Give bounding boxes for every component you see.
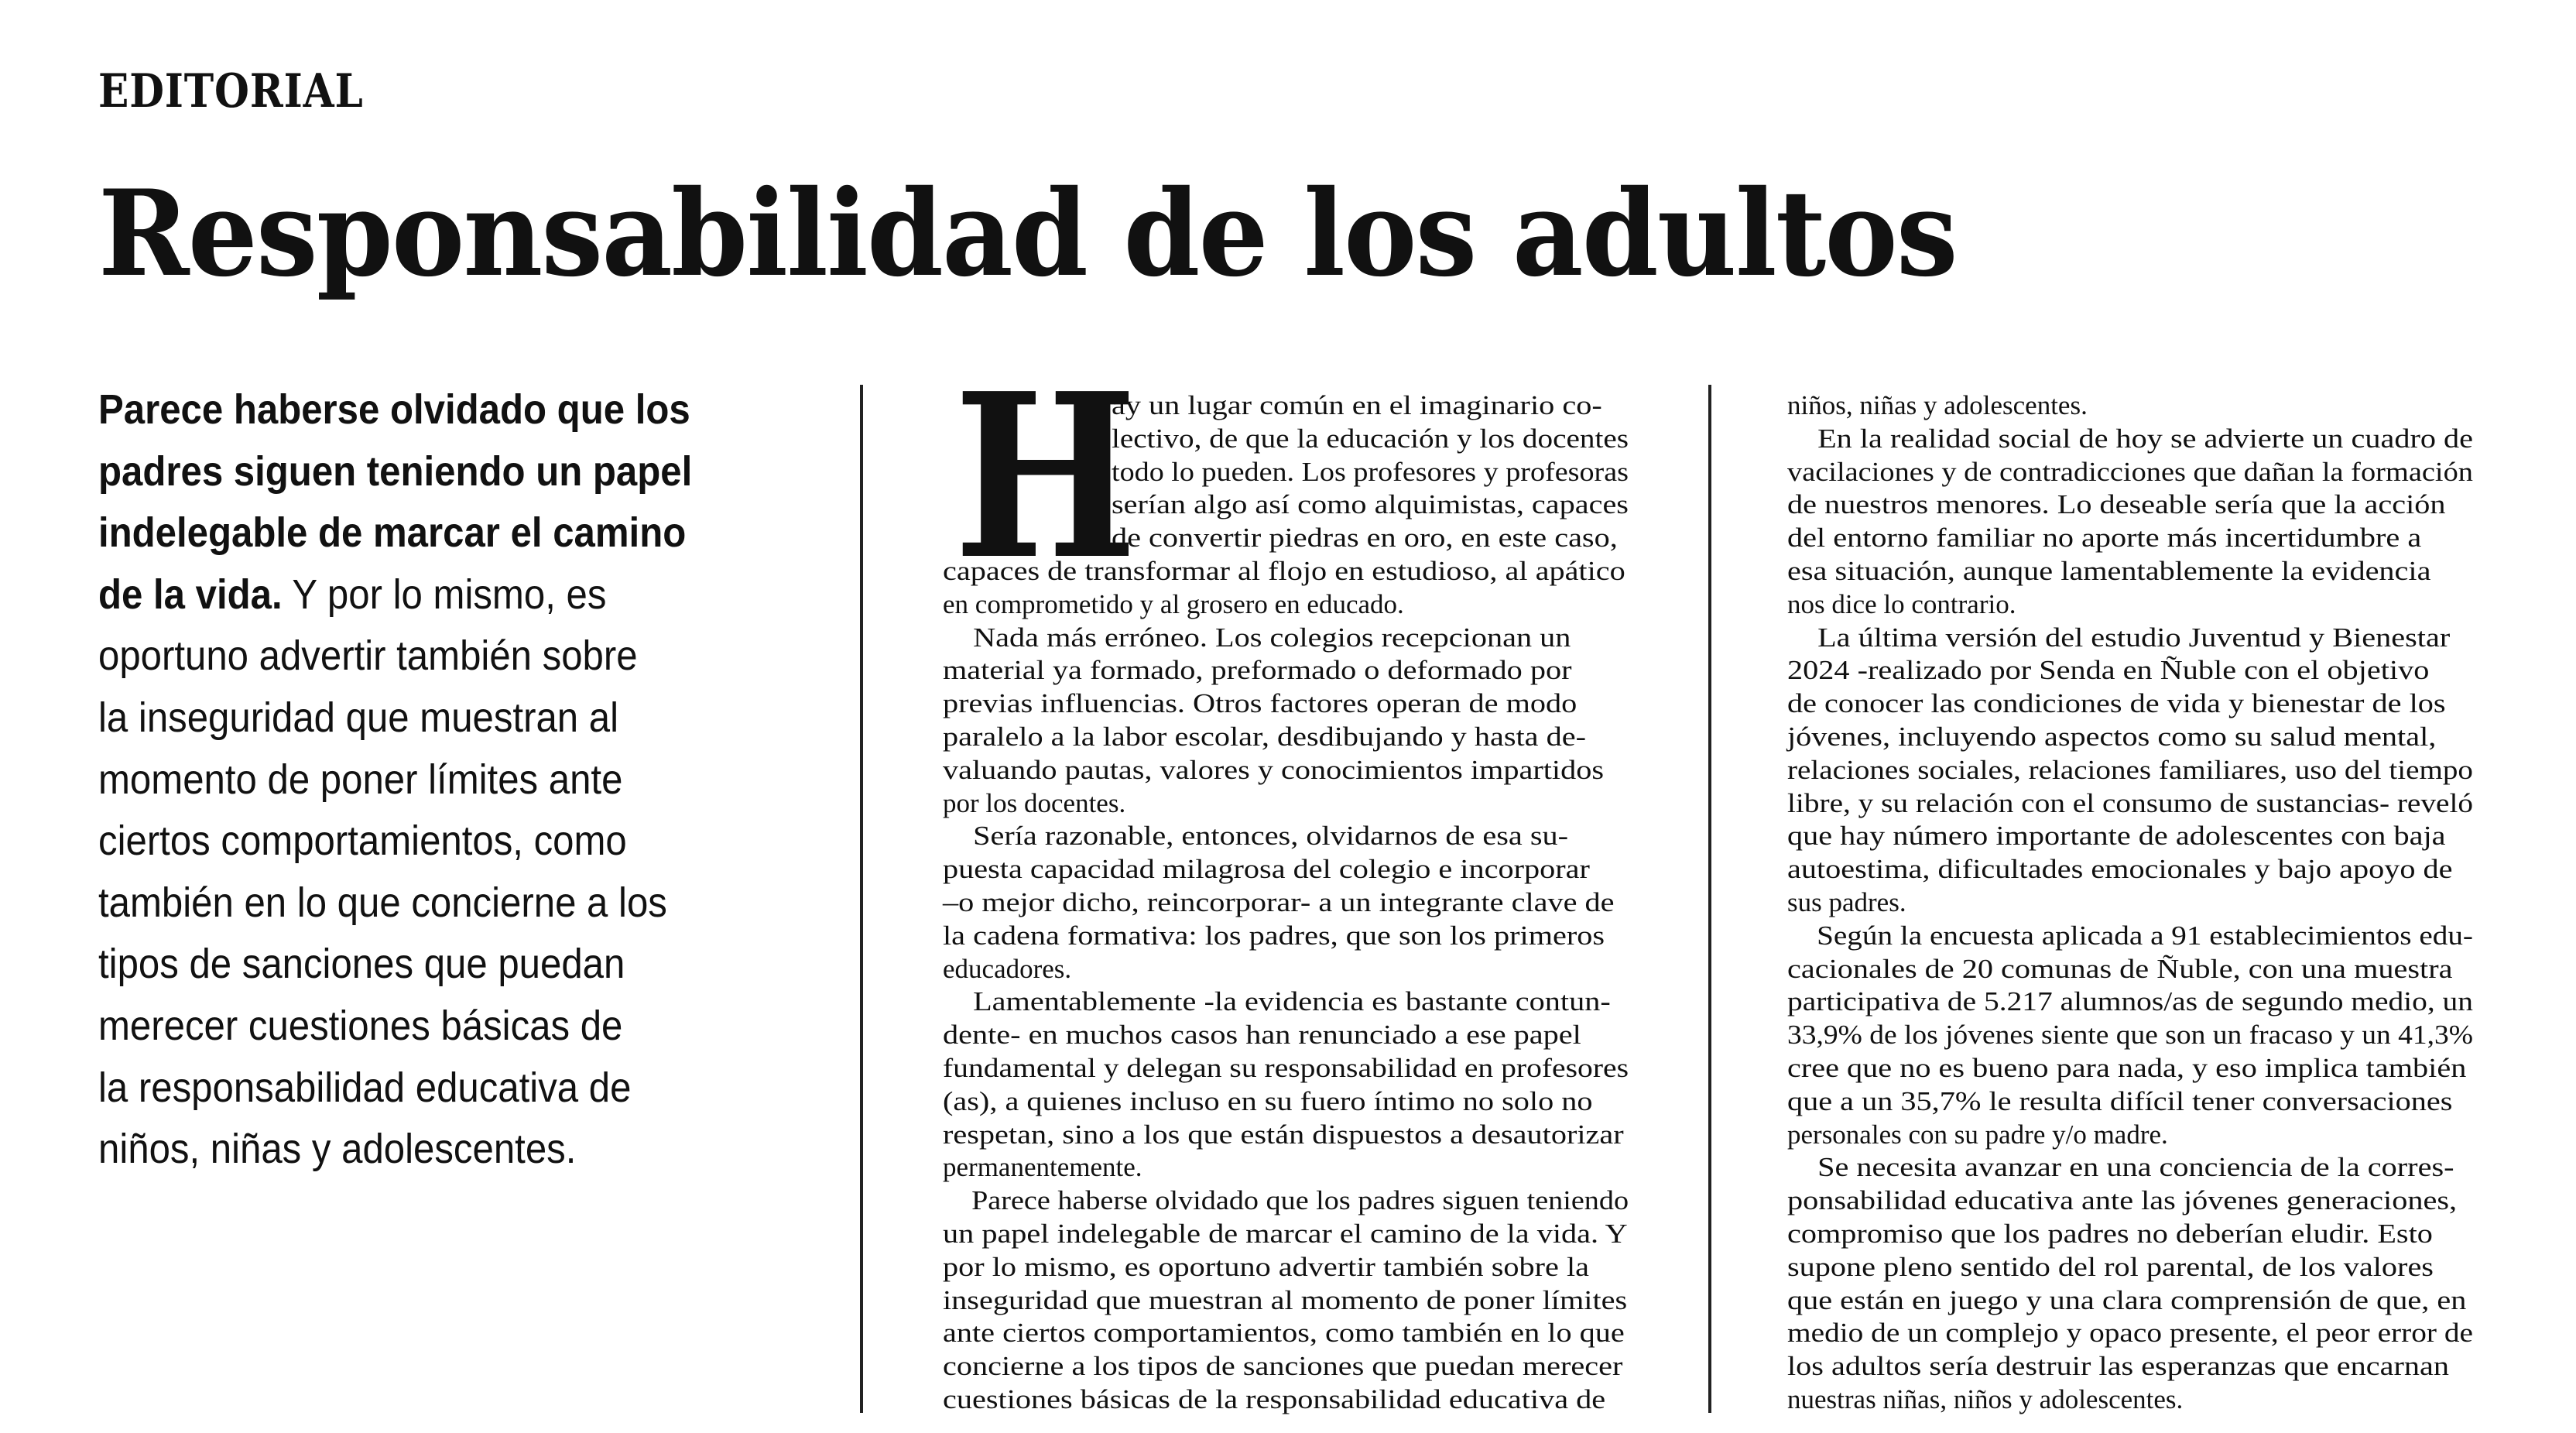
body-line: dente- en muchos casos han renunciado a ese papel	[943, 1020, 1581, 1051]
body-line: que a un 35,7% le resulta difícil tener conversaciones	[1787, 1085, 2453, 1116]
body-line: (as), a quienes incluso en su fuero íntimo no solo no	[943, 1085, 1593, 1116]
column-divider	[860, 385, 863, 1413]
body-line: los adultos sería destruir las esperanzas que encarnan	[1787, 1351, 2449, 1382]
body-line: Se necesita avanzar en una conciencia de la corres-	[1817, 1152, 2454, 1183]
body-line: capaces de transformar al flojo en estudioso, al apático	[943, 555, 1625, 586]
lead-bold-text: indelegable de marcar el camino	[98, 509, 687, 557]
lead-text: merecer cuestiones básicas de	[98, 1002, 623, 1049]
body-line: puesta capacidad milagrosa del colegio e incorporar	[943, 854, 1590, 885]
lead-text: la responsabilidad educativa de	[98, 1064, 632, 1111]
lead-line	[98, 502, 753, 564]
body-line: de convertir piedras en oro, en este caso,	[1112, 523, 1618, 554]
body-line: 2024 -realizado por Senda en Ñuble con el objetivo	[1787, 655, 2430, 686]
body-line: Parece haberse olvidado que los padres siguen teniendo	[971, 1185, 1629, 1216]
body-line: ay un lugar común en el imaginario co-	[1112, 390, 1602, 420]
body-line: la cadena formativa: los padres, que son los primeros	[943, 920, 1605, 951]
body-line: autoestima, dificultades emocionales y bajo apoyo de	[1787, 854, 2453, 885]
body-column-2	[1787, 389, 2473, 1417]
lead-line	[98, 626, 753, 687]
body-line: un papel indelegable de marcar el camino de la vida. Y	[943, 1218, 1628, 1249]
body-line: permanentemente.	[943, 1152, 1142, 1183]
lead-text: momento de poner límites ante	[98, 756, 623, 803]
body-line: que están en juego y una clara comprensión de que, en	[1787, 1284, 2467, 1315]
lead-line	[98, 564, 753, 626]
body-line: inseguridad que muestran al momento de poner límites	[943, 1284, 1628, 1315]
body-line: compromiso que los padres no deberían eludir. Esto	[1787, 1218, 2433, 1249]
lead-text: oportuno advertir también sobre	[98, 633, 638, 680]
body-line: de conocer las condiciones de vida y bienestar de los	[1787, 688, 2446, 719]
body-line: participativa de 5.217 alumnos/as de segundo medio, un	[1787, 986, 2473, 1017]
lead-line	[98, 996, 753, 1058]
lead-line	[98, 379, 753, 441]
body-line: de nuestros menores. Lo deseable sería que la acción	[1787, 489, 2446, 520]
lead-text: la inseguridad que muestran al	[98, 694, 619, 741]
body-line: cuestiones básicas de la responsabilidad educativa de	[943, 1383, 1606, 1414]
body-line: respetan, sino a los que están dispuestos a desautorizar	[943, 1119, 1624, 1150]
body-line: en comprometido y al grosero en educado.	[943, 588, 1404, 619]
body-line: Sería razonable, entonces, olvidarnos de esa su-	[973, 821, 1569, 852]
body-line: ponsabilidad educativa ante las jóvenes generaciones,	[1787, 1185, 2458, 1216]
body-line: material ya formado, preformado o deformado por	[943, 655, 1572, 686]
lead-text: también en lo que concierne a los	[98, 879, 667, 926]
body-line: esa situación, aunque lamentablemente la evidencia	[1787, 555, 2431, 586]
body-line: por los docentes.	[943, 787, 1126, 818]
body-line: lectivo, de que la educación y los docentes	[1112, 423, 1629, 454]
body-line: niños, niñas y adolescentes.	[1787, 390, 2088, 420]
body-line: todo lo pueden. Los profesores y profesoras	[1112, 456, 1629, 487]
body-line: En la realidad social de hoy se advierte un cuadro de	[1817, 423, 2474, 454]
lead-line	[98, 811, 753, 872]
body-line: medio de un complejo y opaco presente, el peor error de	[1787, 1318, 2473, 1349]
body-line: paralelo a la labor escolar, desdibujando y hasta de-	[943, 721, 1587, 752]
lead-line	[98, 687, 753, 749]
lead-text: Y por lo mismo, es	[282, 571, 607, 618]
body-line: ante ciertos comportamientos, como también en lo que	[943, 1318, 1625, 1349]
drop-cap: H	[954, 344, 1138, 609]
body-column-1	[943, 344, 1629, 1417]
body-line: educadores.	[943, 953, 1072, 984]
headline: Responsabilidad de los adultos	[98, 164, 1957, 303]
lead-line	[98, 1119, 753, 1181]
body-line: supone pleno sentido del rol parental, de los valores	[1787, 1251, 2434, 1282]
section-label: EDITORIAL	[98, 64, 364, 118]
body-line: Lamentablemente -la evidencia es bastante contun-	[973, 986, 1611, 1017]
body-line: personales con su padre y/o madre.	[1787, 1119, 2168, 1150]
lead-paragraph	[98, 379, 753, 1181]
body-line: serían algo así como alquimistas, capaces	[1112, 489, 1629, 520]
body-line: cacionales de 20 comunas de Ñuble, con una muestra	[1787, 953, 2453, 984]
lead-bold-text: de la vida.	[98, 571, 283, 618]
body-line: 33,9% de los jóvenes siente que son un fracaso y un 41,3%	[1787, 1020, 2474, 1051]
body-line: Nada más erróneo. Los colegios recepcionan un	[973, 622, 1571, 653]
body-line: fundamental y delegan su responsabilidad en profesores	[943, 1052, 1629, 1083]
body-line: que hay número importante de adolescentes con baja	[1787, 821, 2446, 852]
body-line: La última versión del estudio Juventud y Bienestar	[1817, 622, 2451, 653]
body-line: Según la encuesta aplicada a 91 establecimientos edu-	[1817, 920, 2474, 951]
lead-line	[98, 441, 753, 503]
body-line: nos dice lo contrario.	[1787, 588, 2016, 619]
lead-line	[98, 1058, 753, 1119]
body-line: concierne a los tipos de sanciones que puedan merecer	[943, 1351, 1623, 1382]
body-line: previas influencias. Otros factores operan de modo	[943, 688, 1577, 719]
lead-line	[98, 872, 753, 934]
lead-text: tipos de sanciones que puedan	[98, 941, 625, 988]
body-line: cree que no es bueno para nada, y eso implica también	[1787, 1052, 2467, 1083]
body-line: por lo mismo, es oportuno advertir también sobre la	[943, 1251, 1590, 1282]
body-line: del entorno familiar no aporte más incertidumbre a	[1787, 523, 2422, 554]
body-line: nuestras niñas, niños y adolescentes.	[1787, 1383, 2184, 1414]
body-line: sus padres.	[1787, 886, 1906, 917]
lead-text: niños, niñas y adolescentes.	[98, 1126, 577, 1173]
body-line: valuando pautas, valores y conocimientos impartidos	[943, 754, 1605, 785]
lead-bold-text: padres siguen teniendo un papel	[98, 447, 693, 495]
body-line: –o mejor dicho, reincorporar- a un integrante clave de	[943, 886, 1615, 917]
body-line: relaciones sociales, relaciones familiares, uso del tiempo	[1787, 754, 2473, 785]
lead-text: ciertos comportamientos, como	[98, 818, 627, 865]
body-line: jóvenes, incluyendo aspectos como su salud mental,	[1787, 721, 2437, 752]
body-line: libre, y su relación con el consumo de sustancias- reveló	[1787, 787, 2474, 818]
lead-bold-text: Parece haberse olvidado que los	[98, 386, 690, 433]
lead-line	[98, 749, 753, 811]
lead-line	[98, 934, 753, 996]
body-line: vacilaciones y de contradicciones que dañan la formación	[1787, 456, 2473, 487]
